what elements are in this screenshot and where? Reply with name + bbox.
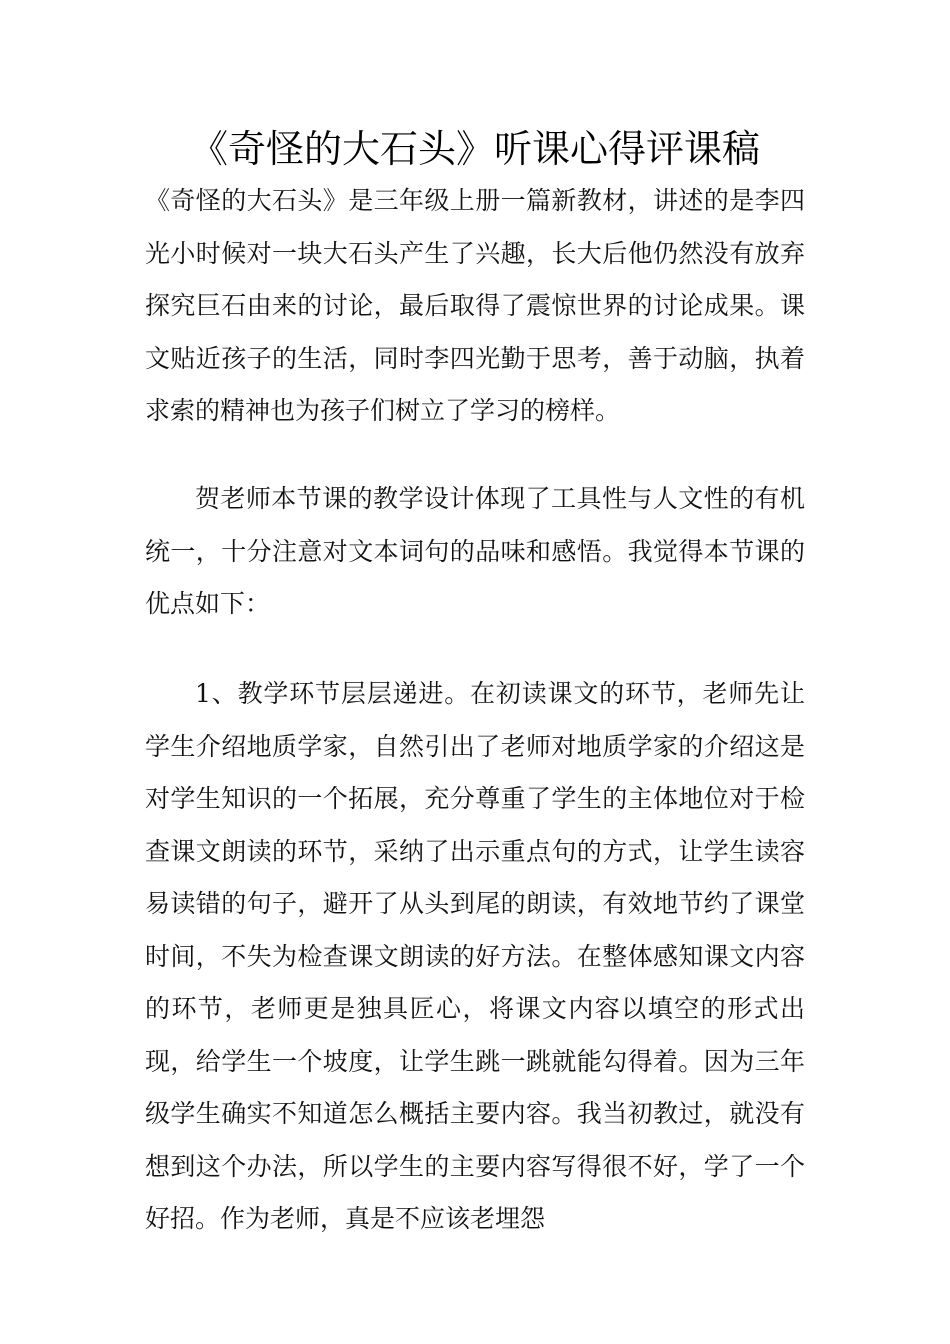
- paragraph-point-1: 1、教学环节层层递进。在初读课文的环节，老师先让学生介绍地质学家，自然引出了老师对地质学家的介绍这是对学生知识的一个拓展，充分尊重了学生的主体地位对于检查课文朗读的环节，采纳了出示重点句的方式，让学生读容易读错的句子，避开了从头到尾的朗读，有效地节约了课堂时间，不失为检查课文朗读的好方法。在整体感知课文内容的环节，老师更是独具匠心，将课文内容以填空的形式出现，给学生一个坡度，让学生跳一跳就能勾得着。因为三年级学生确实不知道怎么概括主要内容。我当初教过，就没有想到这个办法，所以学生的主要内容写得很不好，学了一个好招。作为老师，真是不应该老埋怨: [145, 679, 805, 1233]
- paragraph-overview: 贺老师本节课的教学设计体现了工具性与人文性的有机统一，十分注意对文本词句的品味和感悟。我觉得本节课的优点如下：: [145, 484, 805, 618]
- paragraph-intro: 《奇怪的大石头》是三年级上册一篇新教材，讲述的是李四光小时候对一块大石头产生了兴趣，长大后他仍然没有放弃探究巨石由来的讨论，最后取得了震惊世界的讨论成果。课文贴近孩子的生活，同时李四光勤于思考，善于动脑，执着求索的精神也为孩子们树立了学习的榜样。: [145, 186, 805, 425]
- document-title: 《奇怪的大石头》听课心得评课稿: [189, 127, 760, 171]
